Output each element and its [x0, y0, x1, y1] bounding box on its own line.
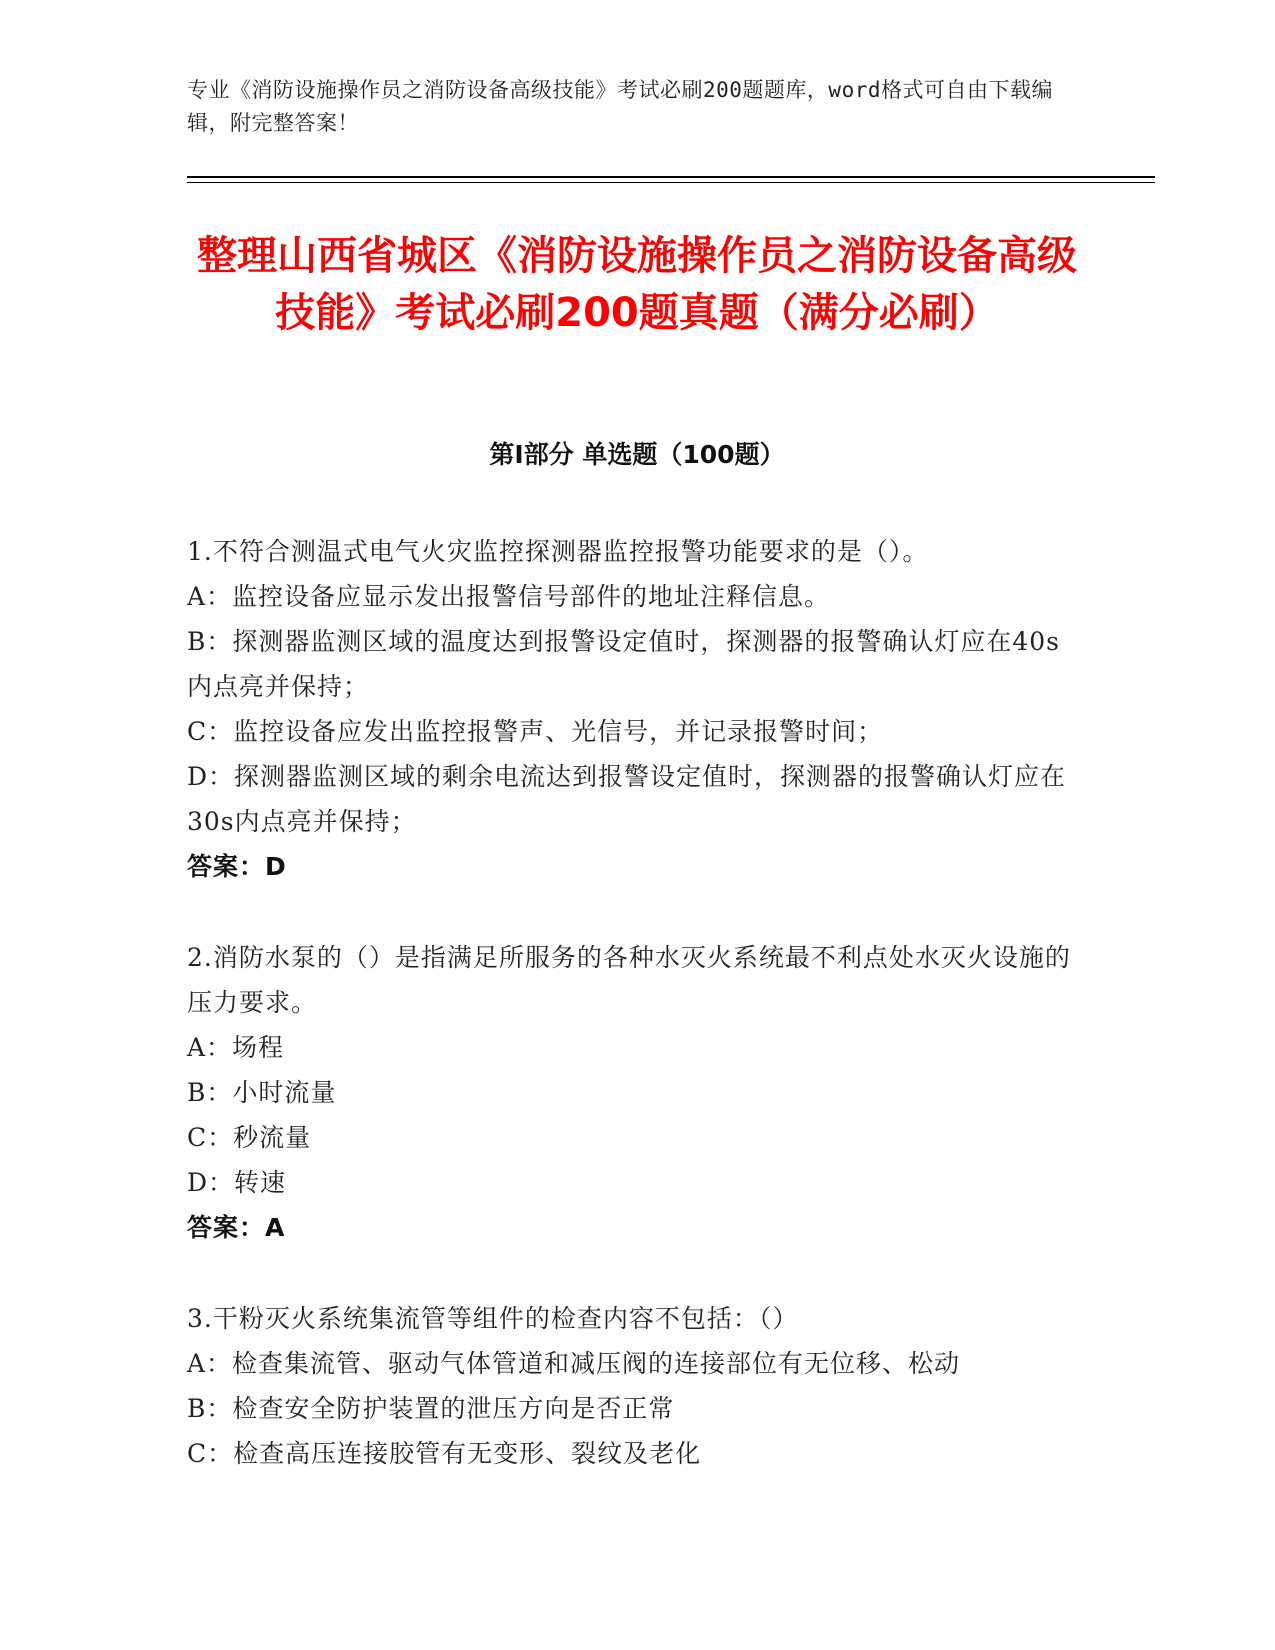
question-list — [187, 529, 1077, 1522]
answer-line: 答案：A — [187, 1213, 286, 1242]
option-b: B：探测器监测区域的温度达到报警设定值时，探测器的报警确认灯应在40s内点亮并保持； — [187, 627, 1061, 701]
question-3 — [187, 1296, 1077, 1476]
question-stem: 1.不符合测温式电气火灾监控探测器监控报警功能要求的是（）。 — [187, 537, 929, 566]
option-a: A：场程 — [187, 1033, 285, 1062]
option-b: B：检查安全防护装置的泄压方向是否正常 — [187, 1394, 675, 1423]
question-stem: 3.干粉灭火系统集流管等组件的检查内容不包括：（） — [187, 1304, 799, 1333]
option-b: B：小时流量 — [187, 1078, 337, 1107]
document-title: 整理山西省城区《消防设施操作员之消防设备高级技能》考试必刷200题真题（满分必刷） — [197, 233, 1077, 336]
question-1 — [187, 529, 1077, 889]
header-note: 专业《消防设施操作员之消防设备高级技能》考试必刷200题题库，word格式可自由下载编辑，附完整答案！ — [187, 78, 1053, 135]
option-a: A：检查集流管、驱动气体管道和减压阀的连接部位有无位移、松动 — [187, 1349, 961, 1378]
answer-line: 答案：D — [187, 852, 287, 881]
option-c: C：秒流量 — [187, 1123, 312, 1152]
option-c: C：监控设备应发出监控报警声、光信号，并记录报警时间； — [187, 717, 884, 746]
option-d: D：转速 — [187, 1168, 287, 1197]
option-d: D：探测器监测区域的剩余电流达到报警设定值时，探测器的报警确认灯应在30s内点亮并保持； — [187, 762, 1067, 836]
question-stem: 2.消防水泵的（）是指满足所服务的各种水灭火系统最不利点处水灭火设施的压力要求。 — [187, 943, 1071, 1017]
option-c: C：检查高压连接胶管有无变形、裂纹及老化 — [187, 1439, 702, 1468]
header-rule-thick — [187, 176, 1155, 178]
section-title: 第I部分 单选题（100题） — [489, 440, 785, 469]
header-rule-thin — [187, 182, 1155, 183]
option-a: A：监控设备应显示发出报警信号部件的地址注释信息。 — [187, 582, 831, 611]
question-2 — [187, 935, 1077, 1250]
